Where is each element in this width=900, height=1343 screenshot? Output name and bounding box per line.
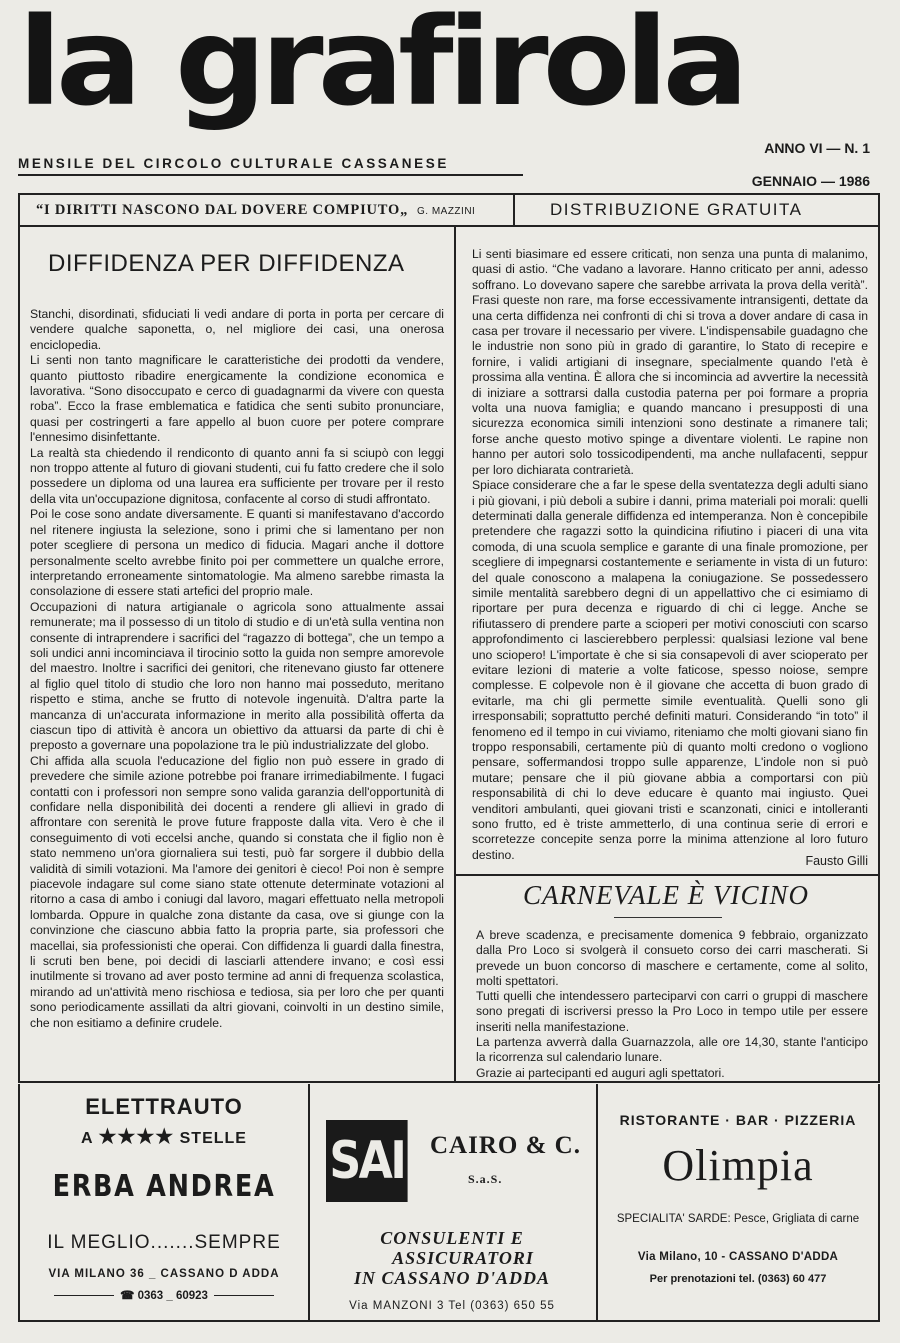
paragraph: La realtà sta chiedendo il rendiconto di quanto anni fa si sciupò con leggi non troppo attente al futuro di giovani studenti, cui fu fatto credere che il solo possedere un diploma od una laurea era sufficiente per trovare per il resto della vita un'occupazione dignitosa, confacente al corso di studi affrontato. [30,445,444,506]
divider [214,1295,274,1296]
sai-company: CAIRO & C. [430,1132,581,1159]
sai-logo: SAI [326,1120,408,1202]
article-right-column [472,247,868,863]
paragraph: Occupazioni di natura artigianale o agricola sono attualmente assai remunerate; ma il possesso di un titolo di studio e di un'età sulla ventina non consente di intraprendere i sacrifici del “ragazzo di bottega”, che un tempo a soli undici anni incominciava il tirocinio sotto la guida non sempre amorevole del maestro. Inoltre i sacrifici dei genitori, che ritenevano giusto far ottenere al figlio quel titolo di studio che loro non hanno mai posseduto, meritano rispetto e stima, anche se frutto di notevole ingenuità. D'altra parte la mancanza di un'accurata informazione in merito alla possibilità offerta da ciascun tipo di attività è ancora un obiettivo da attuarsi da parte di chi è preposto a governare una popolazione tra le più industrializzate del globo. [30,599,444,753]
sai-company-type: S.a.S. [468,1172,503,1186]
olimpia-booking: Per prenotazioni tel. (0363) 60 477 [649,1273,827,1285]
paragraph: Stanchi, disordinati, sfiduciati li vedi andare di porta in porta per cercare di vendere qualche saponetta, o, nel migliore dei casi, una onerosa enciclopedia. [30,307,444,352]
paragraph: Chi affida alla scuola l'educazione del figlio non può essere in grado di prevedere che simile azione potrebbe poi franare irrimediabilmente. I fugaci contatti con i professori non sempre sono valida garanzia dell'opportunità di confidare nella disponibilità dei docenti a rendere gli allievi in grado di affrontare con serenità le prove future frapposte dalla vita. Vero è che il conseguimento di voti eccelsi anche, quando si constata che il figlio non è stato nemmeno un'ora giornaliera sui testi, può far sorgere il dubbio della validità di simili votazioni. Ma l'amore dei genitori è cieco! Poi non è sempre piacevole indagare sul come siano state ottenute determinate votazioni al ritorno a casa di ambo i coniugi dal lavoro, magari effettuato nella metropoli lombarda. Oppure in qualche zona distante da casa, ove si giunge con la convinzione che ciascuno abbia fatto la propria parte, sia professori che macellai, sia professionisti che operai. Con diffidenza li guardi dalla finestra, li scruti ben bene, poi decidi di lasciarli attendere invano; e così essi inutilmente si trovano ad aver posto termine ad anni di frequenza scolastica, mirando ad un'attività meno rischiosa e tediosa, sia per loro che per quanti sono periodicamente assillati da altri giovani, coinvolti in un destino simile, che non esitiamo a definire crudele. [30,753,444,1030]
motto-bar [18,193,880,227]
carnevale-article [476,928,868,1081]
headline-underline [614,917,722,918]
motto-author: G. MAZZINI [416,206,476,217]
paragraph: Li senti non tanto magnificare le caratteristiche dei prodotti da vendere, quanto piuttosto ribadire energicamente la condizione economica e lavorativa. “Sono disoccupato e cerco di guadagnarmi da vivere con questa roba”. Ecco la frase emblematica e fatidica che senti subito pronunciare, quasi per costringerti a fare appello al buon cuore per potere comprare l'ennesimo disinfettante. [30,353,444,445]
issue-number: ANNO VI — N. 1 [764,140,870,156]
carnevale-headline: CARNEVALE È VICINO [523,880,809,910]
motto-quote: “I DIRITTI NASCONO DAL DOVERE COMPIUTO„ [36,202,409,218]
ad-olimpia [598,1084,880,1322]
ad-elettrauto-title: ELETTRAUTO [85,1094,243,1119]
paragraph: Tutti quelli che intendessero parteciparvi con carri o gruppi di maschere sono pregati di iscriversi presso la Pro Loco in tempo utile per essere inseriti nella manifestazione. [476,989,868,1034]
rating-prefix: A [81,1130,93,1147]
sai-tagline-2: ASSICURATORI [392,1248,534,1268]
ad-elettrauto-phone-row [20,1288,308,1302]
ad-elettrauto-rating [20,1124,308,1149]
masthead [18,0,878,134]
ad-elettrauto-slogan: IL MEGLIO.......SEMPRE [47,1232,281,1253]
paragraph: Poi le cose sono andate diversamente. E quanti si manifestavano d'accordo nel ritenere ingiusta la selezione, sono i primi che si lamentano per non poter scegliere di persona un medico di fiducia. Magari anche il dottore personalmente scelto avrebbe finito poi per commettere un qualche errore, interpretando erroneamente sintomatologie. Ma almeno sarebbe rimasta la consolazione di essere stati artefici del proprio male. [30,507,444,599]
paragraph: A breve scadenza, e precisamente domenica 9 febbraio, organizzato dalla Pro Loco si svolgerà il consueto corso dei carri mascherati. Si prevede un buon concorso di maschere e certamente, come al solito, molti spettatori. [476,928,868,988]
paragraph: Li senti biasimare ed essere criticati, non senza una punta di malanimo, quasi di astio. “Che vadano a lavorare. Hanno criticato per anni, adesso soffrano. Lo dovevano sapere che sarebbe arrivata la prova della verità”. Frasi queste non rare, ma forse eccessivamente intransigenti, dettate da una certa diffidenza nei confronti di chi si trova a dover andare di casa in casa per trovare il necessario per vivere. L'indispensabile guadagno che le industrie non sono più in grado di garantire, lo Stato di recepire e fornire, i validi artigiani di insegnare, specialmente quando l'età è prossima alla ventina. È allora che si incomincia ad avvertire la necessità di iniziare a sottrarsi dalla custodia paterna per poi formare a propria volta una nuova famiglia; e quando mancano i presupposti di una sicurezza economica simili intenzioni sono destinate a rimanere tali; forse anche questo motivo spinge a diventare violenti. Le rapine non hanno per autori solo tossicodipendenti, ma anche nullafacenti, seppur per loro dichiarata contrarietà. [472,247,868,477]
ad-elettrauto-phone: ☎ 0363 _ 60923 [120,1290,208,1302]
paragraph: La partenza avverrà dalla Guarnazzola, alle ore 14,30, stante l'anticipo la ricorrenza sul calendario lunare. [476,1035,868,1065]
sai-tagline-3: IN CASSANO D'ADDA [353,1268,551,1288]
issue-date: GENNAIO — 1986 [751,173,870,189]
ad-sai [308,1084,598,1322]
section-divider [456,874,878,876]
olimpia-specialty: SPECIALITA' SARDE: Pesce, Grigliata di carne [616,1213,860,1225]
article-left-column [30,307,444,1031]
divider [54,1295,114,1296]
sai-address: Via MANZONI 3 Tel (0363) 650 55 [349,1300,555,1312]
distribution-note: DISTRIBUZIONE GRATUITA [550,200,803,219]
olimpia-category: RISTORANTE · BAR · PIZZERIA [619,1112,857,1128]
ad-sai-brand [326,1120,586,1200]
ad-elettrauto [18,1084,310,1322]
star-icon: ★★★★ [98,1126,175,1148]
rating-suffix: STELLE [179,1130,247,1147]
paragraph: Spiace considerare che a far le spese della sventatezza degli adulti siano i più giovani, i più deboli a subire i danni, prima materiali poi morali: quelli determinati dalla generale diffidenza ed intemperanza. Non è concepibile pretendere che ragazzi sotto la quindicina rifiutino i piaceri di una vita comoda, di una scuola semplice e garante di una finale promozione, per scegliere di impegnarsi costantemente e seriamente in vista di un futuro: del quale conoscono a malapena la coniugazione. Se possedessero simile mentalità sarebbero degni di un appellattivo che ci esimiamo di riportare per pura decenza e riguardo di chi ci legge. Anche se rifiutassero di prendere parte a scioperi per motivi conosciuti con scarso approfondimento ci lascierebbero perplessi: qualsiasi lezione val bene uno sciopero! L'importate è che si sia consapevoli di aver scioperato per evitare lezioni di materie a volte faticose, spesso noiose, sempre complesse. E colpevole non è il giovane che accetta di buon grado di evitarle, ma chi gli permette simile eventualità. Quelli sono gli irresponsabili; soprattutto perché definiti maturi. Considerando “in toto” il fenomeno ed il tempo in cui viviamo, riteniamo che molti giovani siano fin troppo responsabili, certamente più di quanto molti credono o vogliono pensare, soffermandosi troppo sulle apparenze, L'indole non si può mutare; pensare che il più giovane abbia a comportarsi con più responsabilità di chi lo deve educare è quanto mai ingiusto. Quei venditori ambulanti, quei giovani tristi e scanzonati, cinici e intolleranti sono frutto, ed è triste ammetterlo, di una continua serie di errori e scorretezze concepite senza porre la minima attenzione al loro futuro destino. [472,478,868,862]
column-divider [454,227,456,1082]
ad-elettrauto-name: ERBA ANDREA [52,1169,276,1204]
sai-tagline-1: CONSULENTI E [380,1228,524,1248]
olimpia-name: Olimpia [662,1141,814,1190]
article-signature: Fausto Gilli [805,854,868,868]
article-headline: DIFFIDENZA PER DIFFIDENZA [48,250,405,277]
issue-info [735,132,870,198]
newspaper-logo: la grafirola [18,0,743,134]
olimpia-address: Via Milano, 10 - CASSANO D'ADDA [637,1251,839,1263]
newspaper-subtitle: MENSILE DEL CIRCOLO CULTURALE CASSANESE [18,156,523,176]
motto [20,195,515,225]
paragraph: Grazie ai partecipanti ed auguri agli spettatori. [476,1065,725,1080]
ad-elettrauto-address: VIA MILANO 36 _ CASSANO D ADDA [48,1268,280,1280]
